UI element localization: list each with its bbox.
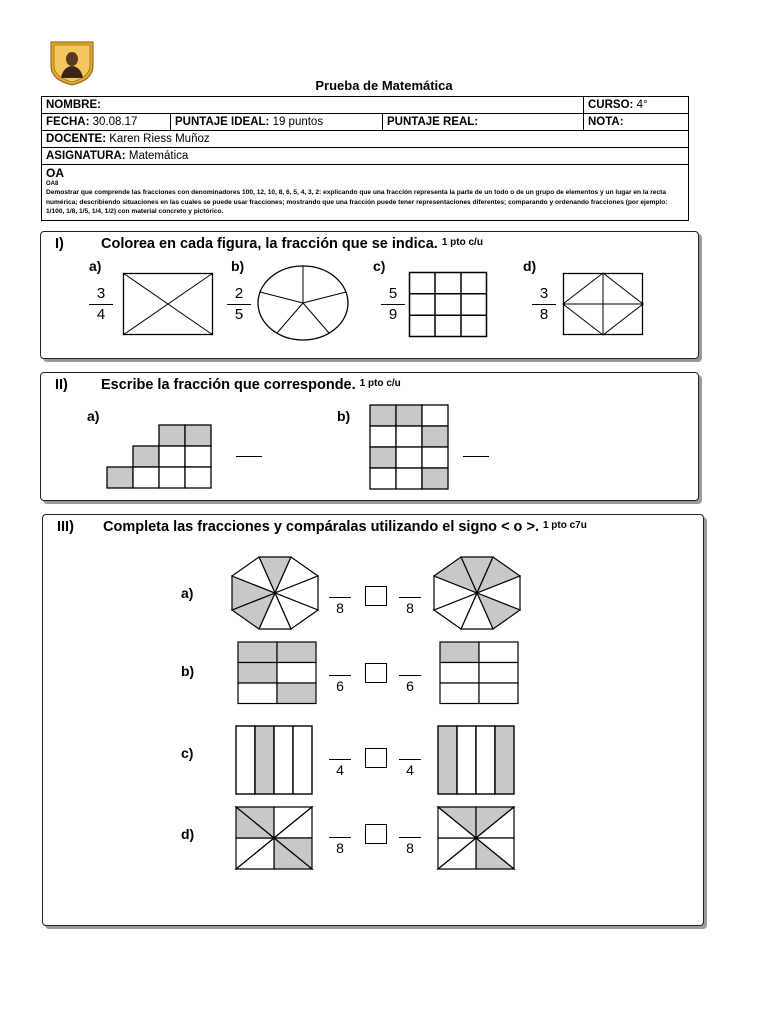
section-1-instruction: Colorea en cada figura, la fracción que se indica. <box>101 236 438 252</box>
section-1 <box>40 231 699 359</box>
puntaje-real-cell[interactable]: PUNTAJE REAL: <box>383 114 584 131</box>
s3-shape-c-left-strips <box>235 725 313 795</box>
s3-item-c-right-fraction[interactable]: 4 <box>399 759 421 778</box>
section-3-instruction: Completa las fracciones y compáralas utilizando el signo < o >. <box>103 519 539 535</box>
s1-item-a-letter: a) <box>89 258 102 274</box>
section-1-heading: I) Colorea en cada figura, la fracción que se indica. $^{1 pto c/u}$ <box>55 236 483 252</box>
s3-item-d-letter: d) <box>181 826 195 842</box>
section-2-heading: II) Escribe la fracción que corresponde. $^{1 pto c/u}$ <box>55 377 401 393</box>
s3-item-d-right-fraction[interactable]: 8 <box>399 837 421 856</box>
fecha-cell: FECHA: 30.08.17 <box>42 114 171 131</box>
s3-item-a-left-fraction[interactable]: 8 <box>329 597 351 616</box>
s1-item-d-fraction: 3 8 <box>532 285 556 324</box>
s3-shape-a-right-octagon <box>431 556 523 630</box>
s3-shape-b-left-grid <box>237 641 317 705</box>
docente-cell: DOCENTE: Karen Riess Muñoz <box>42 131 689 148</box>
oa-text: Demostrar que comprende las fracciones con denominadores 100, 12, 10, 8, 6, 5, 4, 3, 2: explicando que una fracción representa la parte de un todo o de un grupo de elementos y un lugar en la recta numérica; describiendo situaciones en las cuales se puede usar fracciones; mostrando que una fracción puede tener representaciones diferentes; comparando y ordenando fracciones (por ejemplo: 1/100, 1/8, 1/5, 1/4, 1/2) con material concreto y pictórico. <box>46 189 668 215</box>
s2-item-b-answer-blank[interactable] <box>463 456 489 457</box>
s3-item-b-left-fraction[interactable]: 6 <box>329 675 351 694</box>
section-2-points: 1 pto c/u <box>359 378 401 389</box>
s1-shape-c-grid[interactable] <box>409 272 487 337</box>
page-title: Prueba de Matemática <box>315 78 453 93</box>
s3-item-a-letter: a) <box>181 585 194 601</box>
s1-shape-a-rectangle[interactable] <box>123 273 213 335</box>
s2-item-a-letter: a) <box>87 408 100 424</box>
s1-item-c-fraction: 5 9 <box>381 285 405 324</box>
section-2 <box>40 372 699 501</box>
s3-item-c-letter: c) <box>181 745 194 761</box>
s2-shape-b-grid <box>369 404 449 490</box>
s2-item-b-letter: b) <box>337 408 351 424</box>
s3-shape-c-right-strips <box>437 725 515 795</box>
s1-item-a-fraction: 3 4 <box>89 285 113 324</box>
section-3 <box>42 514 704 926</box>
puntaje-ideal-cell: PUNTAJE IDEAL: 19 puntos <box>171 114 383 131</box>
oa-cell <box>42 165 689 221</box>
s3-shape-d-right-square <box>437 806 515 870</box>
s2-shape-a-staircase <box>106 425 212 489</box>
curso-cell: CURSO: 4° <box>584 97 689 114</box>
student-info-table <box>41 96 689 221</box>
nota-cell[interactable]: NOTA: <box>584 114 689 131</box>
section-1-points: 1 pto c/u <box>441 237 483 248</box>
asignatura-cell: ASIGNATURA: Matemática <box>42 148 689 165</box>
s1-shape-d-diamond[interactable] <box>563 273 643 335</box>
oa-label: OA <box>46 166 64 180</box>
s3-shape-a-left-octagon <box>229 556 321 630</box>
s1-item-d-letter: d) <box>523 258 537 274</box>
s3-item-a-compare-box[interactable] <box>365 586 387 606</box>
s3-item-d-left-fraction[interactable]: 8 <box>329 837 351 856</box>
oa-code: OA8 <box>46 181 59 187</box>
s3-item-d-compare-box[interactable] <box>365 824 387 844</box>
s1-shape-b-circle[interactable] <box>257 265 349 341</box>
s3-item-b-letter: b) <box>181 663 195 679</box>
s3-shape-b-right-grid <box>439 641 519 705</box>
s3-item-a-right-fraction[interactable]: 8 <box>399 597 421 616</box>
s1-item-c-letter: c) <box>373 258 386 274</box>
s3-shape-d-left-square <box>235 806 313 870</box>
section-3-heading: III) Completa las fracciones y compáralas utilizando el signo < o >. $^{1 pto c7u}$ <box>57 519 587 535</box>
section-2-instruction: Escribe la fracción que corresponde. <box>101 377 356 393</box>
s3-item-c-compare-box[interactable] <box>365 748 387 768</box>
s1-item-b-fraction: 2 5 <box>227 285 251 324</box>
s2-item-a-answer-blank[interactable] <box>236 456 262 457</box>
s3-item-c-left-fraction[interactable]: 4 <box>329 759 351 778</box>
s1-item-b-letter: b) <box>231 258 245 274</box>
s3-item-b-right-fraction[interactable]: 6 <box>399 675 421 694</box>
nombre-cell[interactable]: NOMBRE: <box>42 97 584 114</box>
s3-item-b-compare-box[interactable] <box>365 663 387 683</box>
section-3-points: 1 pto c7u <box>542 520 587 531</box>
